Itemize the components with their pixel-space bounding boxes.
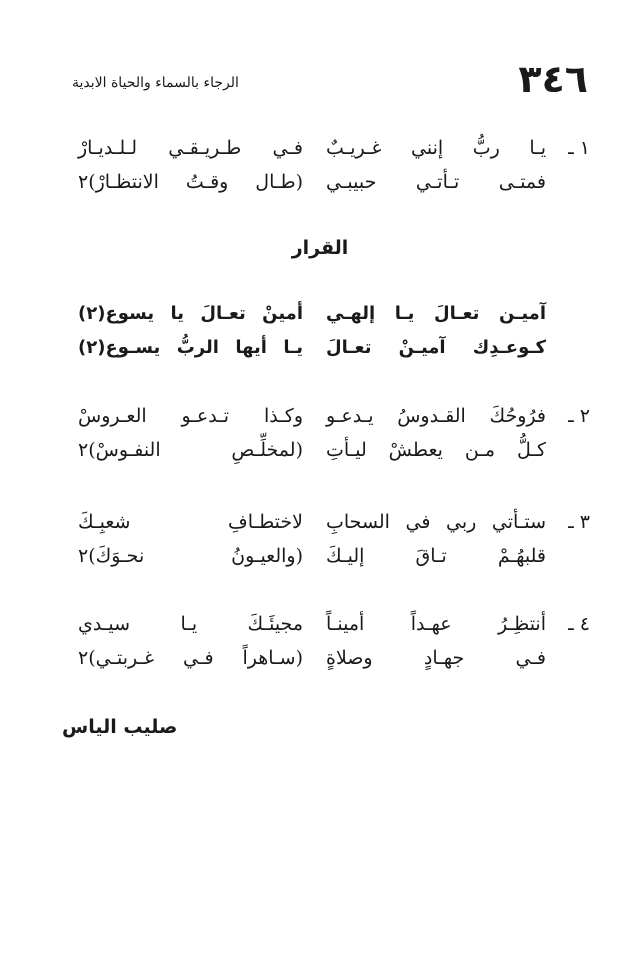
first-hemistich: كـلُّ مـن يعطشْ ليـأتِ [326, 439, 546, 461]
second-hemistich: لاختطـافِ شعبِـكَ [78, 511, 303, 533]
verse-line [60, 508, 590, 542]
second-hemistich: (والعيـونُ نحـوَكَ)٢ [78, 545, 303, 567]
first-hemistich: فـي جهـادٍ وصلاةٍ [326, 647, 546, 669]
first-hemistich: فرُوحُكَ القـدوسُ يـدعـو [326, 405, 546, 427]
stanza-3 [60, 508, 590, 576]
verse-line [60, 300, 590, 334]
stanza-2 [60, 402, 590, 470]
second-hemistich: أمينْ تعـالَ يا يسوع(٢) [78, 303, 303, 324]
refrain [60, 300, 590, 368]
stanza-1 [60, 134, 590, 202]
second-hemistich: (طـال وقـتُ الانتظـارْ)٢ [78, 171, 303, 193]
verse-line [60, 542, 590, 576]
stanza-number: ١ ـ [568, 137, 590, 159]
verse-line [60, 134, 590, 168]
author-name: صليب الياس [62, 716, 178, 738]
refrain-title: القرار [291, 237, 349, 259]
stanza-number: ٢ ـ [568, 405, 590, 427]
first-hemistich: أنتظِـرُ عهـداً أمينـاً [326, 613, 546, 635]
stanza-number: ٣ ـ [568, 511, 590, 533]
verse-line [60, 436, 590, 470]
first-hemistich: فمتـى تـأتـي حبيبـي [326, 171, 546, 193]
verse-line [60, 644, 590, 678]
second-hemistich: يـا أيها الربُّ يسـوع(٢) [78, 337, 303, 358]
verse-line [60, 334, 590, 368]
first-hemistich: ستـأتي ربي في السحابِ [326, 511, 546, 533]
first-hemistich: يـا ربُّ إنني غـريـبٌ [326, 137, 546, 159]
running-title: الرجاء بالسماء والحياة الابدية [72, 75, 239, 91]
verse-line [60, 168, 590, 202]
second-hemistich: مجيئَـكَ يـا سيـدي [78, 613, 303, 635]
second-hemistich: وكـذا تـدعـو العـروسْ [78, 405, 303, 427]
stanza-4 [60, 610, 590, 678]
second-hemistich: فـي طـريـقـي لـلـديـارْ [78, 137, 303, 159]
stanza-number: ٤ ـ [568, 613, 590, 635]
second-hemistich: (لمخلِّـصِ النفـوسْ)٢ [78, 439, 303, 461]
page-header [60, 57, 588, 110]
verse-line [60, 402, 590, 436]
first-hemistich: قلبهُـمْ تـاقَ إليـكَ [326, 545, 546, 567]
first-hemistich: آميـن تعـالَ يـا إلهـي [326, 303, 546, 324]
verse-line [60, 610, 590, 644]
second-hemistich: (سـاهراً فـي غـربتـي)٢ [78, 647, 303, 669]
page-number: ٣٤٦ [518, 57, 588, 101]
first-hemistich: كـوعـدِك آميـنْ تعـالَ [326, 337, 546, 358]
